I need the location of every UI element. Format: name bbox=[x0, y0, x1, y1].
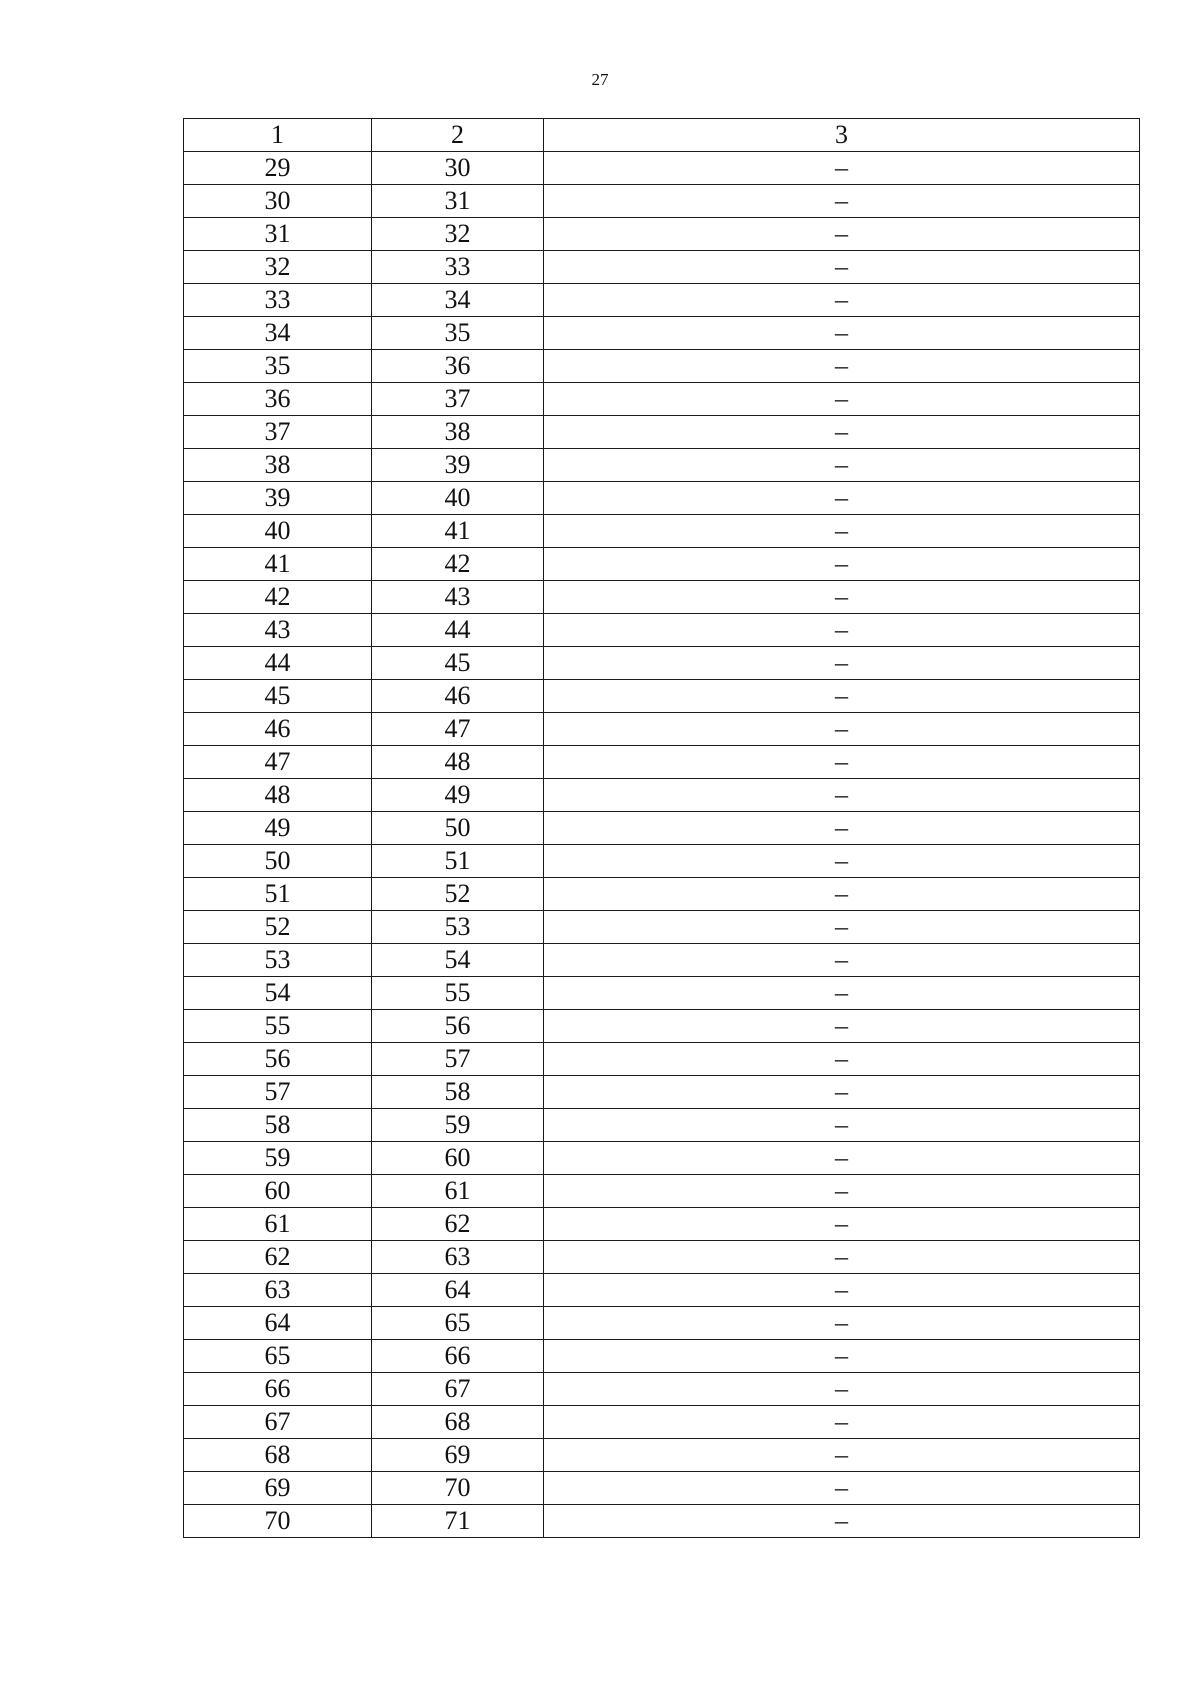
table-cell-col-1: 41 bbox=[184, 548, 372, 581]
table-cell-col-1: 58 bbox=[184, 1109, 372, 1142]
table-cell-col-2: 58 bbox=[372, 1076, 544, 1109]
table-cell-col-2: 65 bbox=[372, 1307, 544, 1340]
table-cell-col-3: – bbox=[544, 1373, 1140, 1406]
table-cell-col-3: – bbox=[544, 251, 1140, 284]
table-row bbox=[184, 1340, 1140, 1373]
table-cell-col-2: 52 bbox=[372, 878, 544, 911]
table-cell-col-3: – bbox=[544, 515, 1140, 548]
table-row bbox=[184, 218, 1140, 251]
table-cell-col-2: 49 bbox=[372, 779, 544, 812]
table-cell-col-1: 59 bbox=[184, 1142, 372, 1175]
table-cell-col-3: – bbox=[544, 1142, 1140, 1175]
table-header bbox=[184, 119, 1140, 152]
table-cell-col-2: 38 bbox=[372, 416, 544, 449]
table-cell-col-3: – bbox=[544, 1076, 1140, 1109]
table-cell-col-3: – bbox=[544, 647, 1140, 680]
table-row bbox=[184, 284, 1140, 317]
table-row bbox=[184, 251, 1140, 284]
table-cell-col-1: 53 bbox=[184, 944, 372, 977]
table-row bbox=[184, 1439, 1140, 1472]
table-cell-col-3: – bbox=[544, 1043, 1140, 1076]
table-cell-col-3: – bbox=[544, 1175, 1140, 1208]
table-row bbox=[184, 680, 1140, 713]
table-cell-col-1: 36 bbox=[184, 383, 372, 416]
table-cell-col-2: 42 bbox=[372, 548, 544, 581]
table-cell-col-1: 30 bbox=[184, 185, 372, 218]
table-cell-col-1: 63 bbox=[184, 1274, 372, 1307]
table-row bbox=[184, 152, 1140, 185]
table-row bbox=[184, 977, 1140, 1010]
table-cell-col-3: – bbox=[544, 1406, 1140, 1439]
table-cell-col-2: 30 bbox=[372, 152, 544, 185]
table-cell-col-3: – bbox=[544, 614, 1140, 647]
table-cell-col-3: – bbox=[544, 713, 1140, 746]
table-row bbox=[184, 416, 1140, 449]
table-row bbox=[184, 1142, 1140, 1175]
table-cell-col-2: 45 bbox=[372, 647, 544, 680]
table-row bbox=[184, 1373, 1140, 1406]
table-cell-col-2: 67 bbox=[372, 1373, 544, 1406]
table-cell-col-1: 70 bbox=[184, 1505, 372, 1538]
table-cell-col-3: – bbox=[544, 416, 1140, 449]
table-row bbox=[184, 647, 1140, 680]
data-table bbox=[183, 118, 1140, 1538]
table-cell-col-3: – bbox=[544, 482, 1140, 515]
table-cell-col-1: 34 bbox=[184, 317, 372, 350]
table-cell-col-1: 43 bbox=[184, 614, 372, 647]
table-row bbox=[184, 845, 1140, 878]
table-cell-col-2: 64 bbox=[372, 1274, 544, 1307]
table-row bbox=[184, 713, 1140, 746]
table-row bbox=[184, 1109, 1140, 1142]
table-cell-col-1: 49 bbox=[184, 812, 372, 845]
table-cell-col-3: – bbox=[544, 1472, 1140, 1505]
table-cell-col-1: 64 bbox=[184, 1307, 372, 1340]
table-row bbox=[184, 1241, 1140, 1274]
table-row bbox=[184, 1043, 1140, 1076]
table-cell-col-1: 45 bbox=[184, 680, 372, 713]
table-row bbox=[184, 548, 1140, 581]
table-cell-col-2: 46 bbox=[372, 680, 544, 713]
table-cell-col-1: 37 bbox=[184, 416, 372, 449]
table-row bbox=[184, 1208, 1140, 1241]
table-row bbox=[184, 1505, 1140, 1538]
table-cell-col-1: 60 bbox=[184, 1175, 372, 1208]
table-cell-col-3: – bbox=[544, 845, 1140, 878]
table-cell-col-1: 32 bbox=[184, 251, 372, 284]
header-cell-col-3: 3 bbox=[544, 119, 1140, 152]
table-cell-col-3: – bbox=[544, 1439, 1140, 1472]
table-cell-col-2: 39 bbox=[372, 449, 544, 482]
table-cell-col-1: 69 bbox=[184, 1472, 372, 1505]
table-cell-col-3: – bbox=[544, 581, 1140, 614]
table-row bbox=[184, 1406, 1140, 1439]
table-cell-col-1: 31 bbox=[184, 218, 372, 251]
table-cell-col-2: 50 bbox=[372, 812, 544, 845]
table-cell-col-1: 67 bbox=[184, 1406, 372, 1439]
table-row bbox=[184, 185, 1140, 218]
table-cell-col-3: – bbox=[544, 1109, 1140, 1142]
table-cell-col-3: – bbox=[544, 878, 1140, 911]
table-row bbox=[184, 1175, 1140, 1208]
table-cell-col-2: 48 bbox=[372, 746, 544, 779]
table-cell-col-1: 66 bbox=[184, 1373, 372, 1406]
table-cell-col-1: 61 bbox=[184, 1208, 372, 1241]
table-cell-col-2: 41 bbox=[372, 515, 544, 548]
table-cell-col-1: 42 bbox=[184, 581, 372, 614]
table-cell-col-1: 44 bbox=[184, 647, 372, 680]
table-cell-col-2: 66 bbox=[372, 1340, 544, 1373]
table-cell-col-2: 59 bbox=[372, 1109, 544, 1142]
table-row bbox=[184, 581, 1140, 614]
table-cell-col-1: 29 bbox=[184, 152, 372, 185]
header-cell-col-2: 2 bbox=[372, 119, 544, 152]
table-cell-col-3: – bbox=[544, 1241, 1140, 1274]
table-cell-col-2: 53 bbox=[372, 911, 544, 944]
table-cell-col-1: 68 bbox=[184, 1439, 372, 1472]
table-cell-col-2: 63 bbox=[372, 1241, 544, 1274]
header-row bbox=[184, 119, 1140, 152]
table-cell-col-1: 54 bbox=[184, 977, 372, 1010]
table-row bbox=[184, 746, 1140, 779]
table-cell-col-1: 33 bbox=[184, 284, 372, 317]
table-cell-col-1: 65 bbox=[184, 1340, 372, 1373]
table-cell-col-1: 47 bbox=[184, 746, 372, 779]
table-cell-col-2: 32 bbox=[372, 218, 544, 251]
table-cell-col-3: – bbox=[544, 317, 1140, 350]
table-cell-col-2: 69 bbox=[372, 1439, 544, 1472]
table-cell-col-3: – bbox=[544, 449, 1140, 482]
table-cell-col-2: 55 bbox=[372, 977, 544, 1010]
table-cell-col-3: – bbox=[544, 1307, 1140, 1340]
table-cell-col-2: 60 bbox=[372, 1142, 544, 1175]
table-cell-col-3: – bbox=[544, 1010, 1140, 1043]
table-cell-col-2: 33 bbox=[372, 251, 544, 284]
table-cell-col-2: 43 bbox=[372, 581, 544, 614]
table-cell-col-3: – bbox=[544, 1340, 1140, 1373]
table-cell-col-3: – bbox=[544, 911, 1140, 944]
table-cell-col-2: 44 bbox=[372, 614, 544, 647]
table-cell-col-3: – bbox=[544, 1274, 1140, 1307]
table-cell-col-2: 40 bbox=[372, 482, 544, 515]
table-cell-col-3: – bbox=[544, 944, 1140, 977]
table-row bbox=[184, 878, 1140, 911]
table-cell-col-3: – bbox=[544, 284, 1140, 317]
table-row bbox=[184, 482, 1140, 515]
table-row bbox=[184, 1010, 1140, 1043]
table-cell-col-3: – bbox=[544, 977, 1140, 1010]
table-cell-col-1: 62 bbox=[184, 1241, 372, 1274]
table-row bbox=[184, 779, 1140, 812]
table-row bbox=[184, 1274, 1140, 1307]
table-cell-col-1: 35 bbox=[184, 350, 372, 383]
table-cell-col-3: – bbox=[544, 185, 1140, 218]
table-cell-col-3: – bbox=[544, 548, 1140, 581]
table-cell-col-1: 38 bbox=[184, 449, 372, 482]
table-cell-col-1: 51 bbox=[184, 878, 372, 911]
table-cell-col-3: – bbox=[544, 152, 1140, 185]
table-cell-col-3: – bbox=[544, 812, 1140, 845]
table-cell-col-3: – bbox=[544, 1505, 1140, 1538]
table-cell-col-1: 56 bbox=[184, 1043, 372, 1076]
table-cell-col-3: – bbox=[544, 779, 1140, 812]
table-cell-col-2: 51 bbox=[372, 845, 544, 878]
table-cell-col-2: 71 bbox=[372, 1505, 544, 1538]
table-row bbox=[184, 944, 1140, 977]
table-cell-col-2: 68 bbox=[372, 1406, 544, 1439]
table-row bbox=[184, 812, 1140, 845]
table-cell-col-1: 50 bbox=[184, 845, 372, 878]
table-row bbox=[184, 317, 1140, 350]
header-cell-col-1: 1 bbox=[184, 119, 372, 152]
table-cell-col-1: 48 bbox=[184, 779, 372, 812]
table-cell-col-2: 70 bbox=[372, 1472, 544, 1505]
table-cell-col-2: 61 bbox=[372, 1175, 544, 1208]
table-cell-col-3: – bbox=[544, 218, 1140, 251]
table-row bbox=[184, 350, 1140, 383]
table-cell-col-1: 46 bbox=[184, 713, 372, 746]
table-cell-col-1: 39 bbox=[184, 482, 372, 515]
table-cell-col-2: 36 bbox=[372, 350, 544, 383]
table-cell-col-2: 57 bbox=[372, 1043, 544, 1076]
table-cell-col-2: 62 bbox=[372, 1208, 544, 1241]
table-row bbox=[184, 1076, 1140, 1109]
table-cell-col-1: 57 bbox=[184, 1076, 372, 1109]
table-cell-col-2: 34 bbox=[372, 284, 544, 317]
table-cell-col-2: 54 bbox=[372, 944, 544, 977]
table-cell-col-1: 52 bbox=[184, 911, 372, 944]
table-cell-col-3: – bbox=[544, 680, 1140, 713]
table-body bbox=[184, 152, 1140, 1538]
table-cell-col-3: – bbox=[544, 746, 1140, 779]
table-cell-col-2: 56 bbox=[372, 1010, 544, 1043]
table-cell-col-3: – bbox=[544, 1208, 1140, 1241]
table-row bbox=[184, 614, 1140, 647]
table-cell-col-3: – bbox=[544, 383, 1140, 416]
table-cell-col-2: 47 bbox=[372, 713, 544, 746]
table-cell-col-1: 40 bbox=[184, 515, 372, 548]
table-row bbox=[184, 383, 1140, 416]
page-number: 27 bbox=[591, 70, 609, 89]
table-row bbox=[184, 1472, 1140, 1505]
table-row bbox=[184, 911, 1140, 944]
table-row bbox=[184, 449, 1140, 482]
table-cell-col-2: 31 bbox=[372, 185, 544, 218]
table-cell-col-1: 55 bbox=[184, 1010, 372, 1043]
table-cell-col-3: – bbox=[544, 350, 1140, 383]
table-cell-col-2: 37 bbox=[372, 383, 544, 416]
table-row bbox=[184, 515, 1140, 548]
table-cell-col-2: 35 bbox=[372, 317, 544, 350]
table-row bbox=[184, 1307, 1140, 1340]
